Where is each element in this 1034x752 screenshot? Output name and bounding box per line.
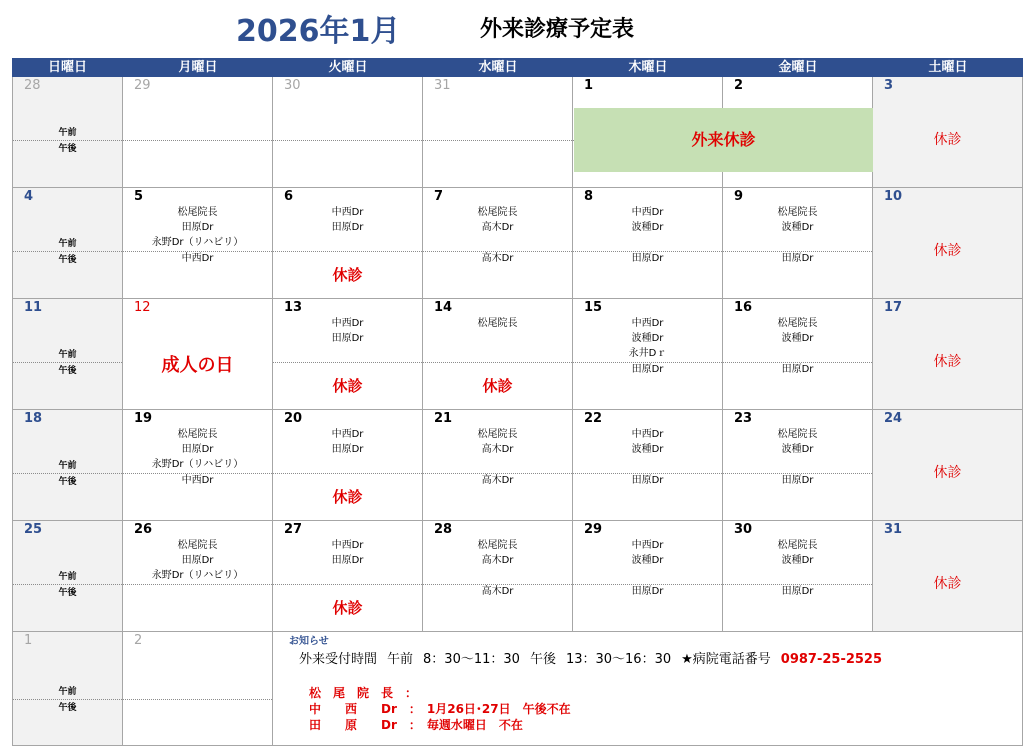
phone-number: 0987-25-2525 [780,652,883,667]
day-cell [123,299,273,410]
day-number: 21 [434,411,453,426]
day-cell [423,521,573,632]
am-pm-divider [13,473,122,474]
am-doctors [573,427,722,457]
day-cell [723,188,873,299]
am-pm-divider [123,140,272,141]
day-number: 2 [134,633,143,648]
am-pm-divider [273,140,422,141]
am-doctors [123,205,272,250]
day-number: 23 [734,411,753,426]
doctor-name: 松尾院長 [477,318,518,329]
day-number: 2 [734,78,744,93]
day-cell [423,188,573,299]
day-cell [273,410,423,521]
day-cell [873,299,1023,410]
doctor-name: 高木Dr [481,586,514,597]
day-number: 25 [24,522,43,537]
day-cell [12,77,123,188]
doctor-name: 松尾院長 [177,429,218,440]
am-doctors [123,427,272,472]
pm-doctors [573,251,722,266]
doctor-name: 田原Dr [631,586,664,597]
doctor-name: 永井Dｒ [628,348,667,359]
day-cell [573,410,723,521]
doctor-name: 高木Dr [481,555,514,566]
day-number: 1 [584,78,594,93]
pm-label: 午後 [58,366,77,376]
am-pm-divider [273,473,422,474]
day-number: 24 [884,411,903,426]
page-title: 2026年1月 [236,14,401,49]
doctor-name: 永野Dr（リハビリ） [151,459,244,470]
notice-box [273,632,1023,746]
pm-doctors [423,584,572,599]
day-cell [423,77,573,188]
day-number: 10 [884,189,903,204]
am-label: 午前 [58,461,77,471]
doctor-name: 田原Dr [181,444,214,455]
pm-label: 午後 [58,144,77,154]
holiday-name: 成人の日 [161,355,234,376]
day-number: 30 [284,78,301,93]
hours-text: ★病院電話番号 [681,652,771,667]
doctor-name: 中西Dr [631,540,664,551]
pm-doctors [573,584,722,599]
page-subtitle: 外来診療予定表 [480,17,635,42]
doctor-name: 田原Dr [181,222,214,233]
weekday-header: 金曜日 [723,58,873,77]
hours-text: 13：30～16：30 [565,652,672,667]
doctor-name: 高木Dr [481,253,514,264]
pm-label: 午後 [58,703,77,713]
pm-doctors [723,251,872,266]
day-number: 4 [24,189,34,204]
closed-note: 休診 [933,465,962,481]
pm-doctors [123,251,272,266]
am-pm-divider [273,584,422,585]
am-doctors [573,316,722,361]
am-pm-divider [273,251,422,252]
day-number: 22 [584,411,603,426]
doctor-name: 波種Dr [631,555,664,566]
am-doctors [273,538,422,568]
doctor-name: 中西Dr [331,540,364,551]
outpatient-closed-banner: 外来休診 [574,108,873,172]
day-number: 28 [24,78,41,93]
day-cell [723,521,873,632]
day-number: 11 [24,300,43,315]
day-cell [873,188,1023,299]
doctor-name: 松尾院長 [777,207,818,218]
weekday-header: 水曜日 [423,58,573,77]
pm-closed: 休診 [332,488,363,506]
doctor-name: 松尾院長 [177,540,218,551]
day-cell [12,521,123,632]
doctor-name: 田原Dr [331,444,364,455]
doctor-name: 永野Dr（リハビリ） [151,570,244,581]
doctor-name: 田原Dr [331,222,364,233]
am-doctors [273,205,422,235]
doctor-name: 波種Dr [781,555,814,566]
day-cell [573,299,723,410]
doctor-name: 中西Dr [331,207,364,218]
day-cell [123,632,273,746]
doctor-name: 松尾院長 [777,540,818,551]
doctor-name: 田原Dr [631,364,664,375]
day-cell [12,299,123,410]
day-cell [723,299,873,410]
weekday-header: 土曜日 [873,58,1023,77]
pm-doctors [423,473,572,488]
am-label: 午前 [58,128,77,138]
doctor-notice: 松 尾 院 長 ： [309,686,418,700]
doctor-name: 松尾院長 [777,318,818,329]
doctor-name: 松尾院長 [477,429,518,440]
day-cell [873,77,1023,188]
day-number: 26 [134,522,153,537]
pm-label: 午後 [58,477,77,487]
am-label: 午前 [58,239,77,249]
day-number: 5 [134,189,144,204]
doctor-name: 田原Dr [631,475,664,486]
closed-note: 休診 [933,354,962,370]
am-doctors [573,205,722,235]
doctor-name: 松尾院長 [177,207,218,218]
am-doctors [273,316,422,346]
am-doctors [423,538,572,568]
day-cell [123,77,273,188]
doctor-name: 中西Dr [181,475,214,486]
day-cell [273,521,423,632]
am-pm-divider [273,362,422,363]
am-doctors [423,316,572,331]
hours-text: 午後 [529,652,556,667]
day-number: 14 [434,300,453,315]
day-number: 18 [24,411,43,426]
pm-doctors [423,251,572,266]
doctor-name: 波種Dr [631,222,664,233]
day-cell [423,410,573,521]
closed-note: 休診 [933,132,962,148]
day-number: 29 [584,522,603,537]
doctor-name: 波種Dr [781,222,814,233]
doctor-name: 中西Dr [181,253,214,264]
reception-hours [299,648,892,667]
day-number: 17 [884,300,903,315]
day-number: 9 [734,189,744,204]
pm-doctors [573,473,722,488]
am-pm-divider [13,362,122,363]
am-doctors [723,427,872,457]
day-number: 6 [284,189,294,204]
doctor-name: 松尾院長 [777,429,818,440]
am-pm-divider [13,699,122,700]
day-number: 30 [734,522,753,537]
pm-closed: 休診 [332,599,363,617]
day-number: 31 [434,78,451,93]
am-label: 午前 [58,572,77,582]
doctor-name: 高木Dr [481,444,514,455]
doctor-name: 永野Dr（リハビリ） [151,237,244,248]
doctor-name: 中西Dr [331,429,364,440]
pm-closed: 休診 [482,377,513,395]
closed-note: 休診 [933,243,962,259]
pm-doctors [573,362,722,377]
doctor-name: 松尾院長 [477,540,518,551]
day-cell [573,521,723,632]
am-label: 午前 [58,350,77,360]
am-label: 午前 [58,687,77,697]
am-pm-divider [13,251,122,252]
doctor-name: 波種Dr [631,333,664,344]
day-cell [123,188,273,299]
doctor-name: 田原Dr [331,333,364,344]
doctor-name: 松尾院長 [477,207,518,218]
doctor-name: 高木Dr [481,475,514,486]
doctor-name: 中西Dr [331,318,364,329]
pm-label: 午後 [58,588,77,598]
day-number: 1 [24,633,33,648]
doctor-notice: 田 原 Dr ： 毎週水曜日 不在 [309,718,523,732]
day-cell [123,521,273,632]
am-pm-divider [13,584,122,585]
pm-closed: 休診 [332,377,363,395]
am-pm-divider [423,362,572,363]
am-pm-divider [423,140,572,141]
calendar-grid [12,58,1023,746]
am-pm-divider [13,140,122,141]
doctor-name: 中西Dr [631,207,664,218]
weekday-header: 日曜日 [12,58,123,77]
am-pm-divider [123,699,272,700]
pm-doctors [723,473,872,488]
hours-text: 午前 [387,652,414,667]
pm-label: 午後 [58,255,77,265]
day-number: 3 [884,78,894,93]
day-number: 27 [284,522,303,537]
day-cell [123,410,273,521]
doctor-name: 田原Dr [631,253,664,264]
pm-doctors [723,584,872,599]
day-number: 15 [584,300,603,315]
doctor-name: 中西Dr [631,429,664,440]
closed-note: 休診 [933,576,962,592]
doctor-name: 波種Dr [631,444,664,455]
day-number: 8 [584,189,594,204]
hours-text: 8：30～11：30 [423,652,520,667]
day-cell [273,299,423,410]
day-number: 29 [134,78,151,93]
hours-text: 外来受付時間 [299,652,378,667]
am-doctors [573,538,722,568]
doctor-name: 田原Dr [181,555,214,566]
day-number: 7 [434,189,444,204]
day-number: 13 [284,300,303,315]
day-number: 12 [134,300,151,315]
day-cell [273,188,423,299]
doctor-notice: 中 西 Dr ： 1月26日･27日 午後不在 [309,702,571,716]
day-cell [573,188,723,299]
am-doctors [123,538,272,583]
day-cell [12,632,123,746]
weekday-header: 火曜日 [273,58,423,77]
am-doctors [423,205,572,235]
day-number: 28 [434,522,453,537]
day-cell [12,410,123,521]
doctor-name: 中西Dr [631,318,664,329]
am-doctors [723,316,872,346]
day-number: 20 [284,411,303,426]
pm-doctors [723,362,872,377]
doctor-name: 田原Dr [781,586,814,597]
am-doctors [273,427,422,457]
doctor-name: 田原Dr [781,253,814,264]
am-doctors [423,427,572,457]
weekday-header: 木曜日 [573,58,723,77]
pm-doctors [123,473,272,488]
day-cell [723,410,873,521]
am-pm-divider [123,584,272,585]
doctor-name: 高木Dr [481,222,514,233]
day-number: 16 [734,300,753,315]
doctor-name: 田原Dr [781,364,814,375]
doctor-name: 波種Dr [781,333,814,344]
am-doctors [723,538,872,568]
day-number: 31 [884,522,903,537]
am-doctors [723,205,872,235]
doctor-name: 田原Dr [781,475,814,486]
doctor-name: 波種Dr [781,444,814,455]
notice-title: お知らせ [289,636,329,647]
day-cell [423,299,573,410]
day-cell [873,521,1023,632]
day-cell [873,410,1023,521]
day-cell [12,188,123,299]
pm-closed: 休診 [332,266,363,284]
day-number: 19 [134,411,153,426]
weekday-header: 月曜日 [123,58,273,77]
doctor-name: 田原Dr [331,555,364,566]
day-cell [273,77,423,188]
